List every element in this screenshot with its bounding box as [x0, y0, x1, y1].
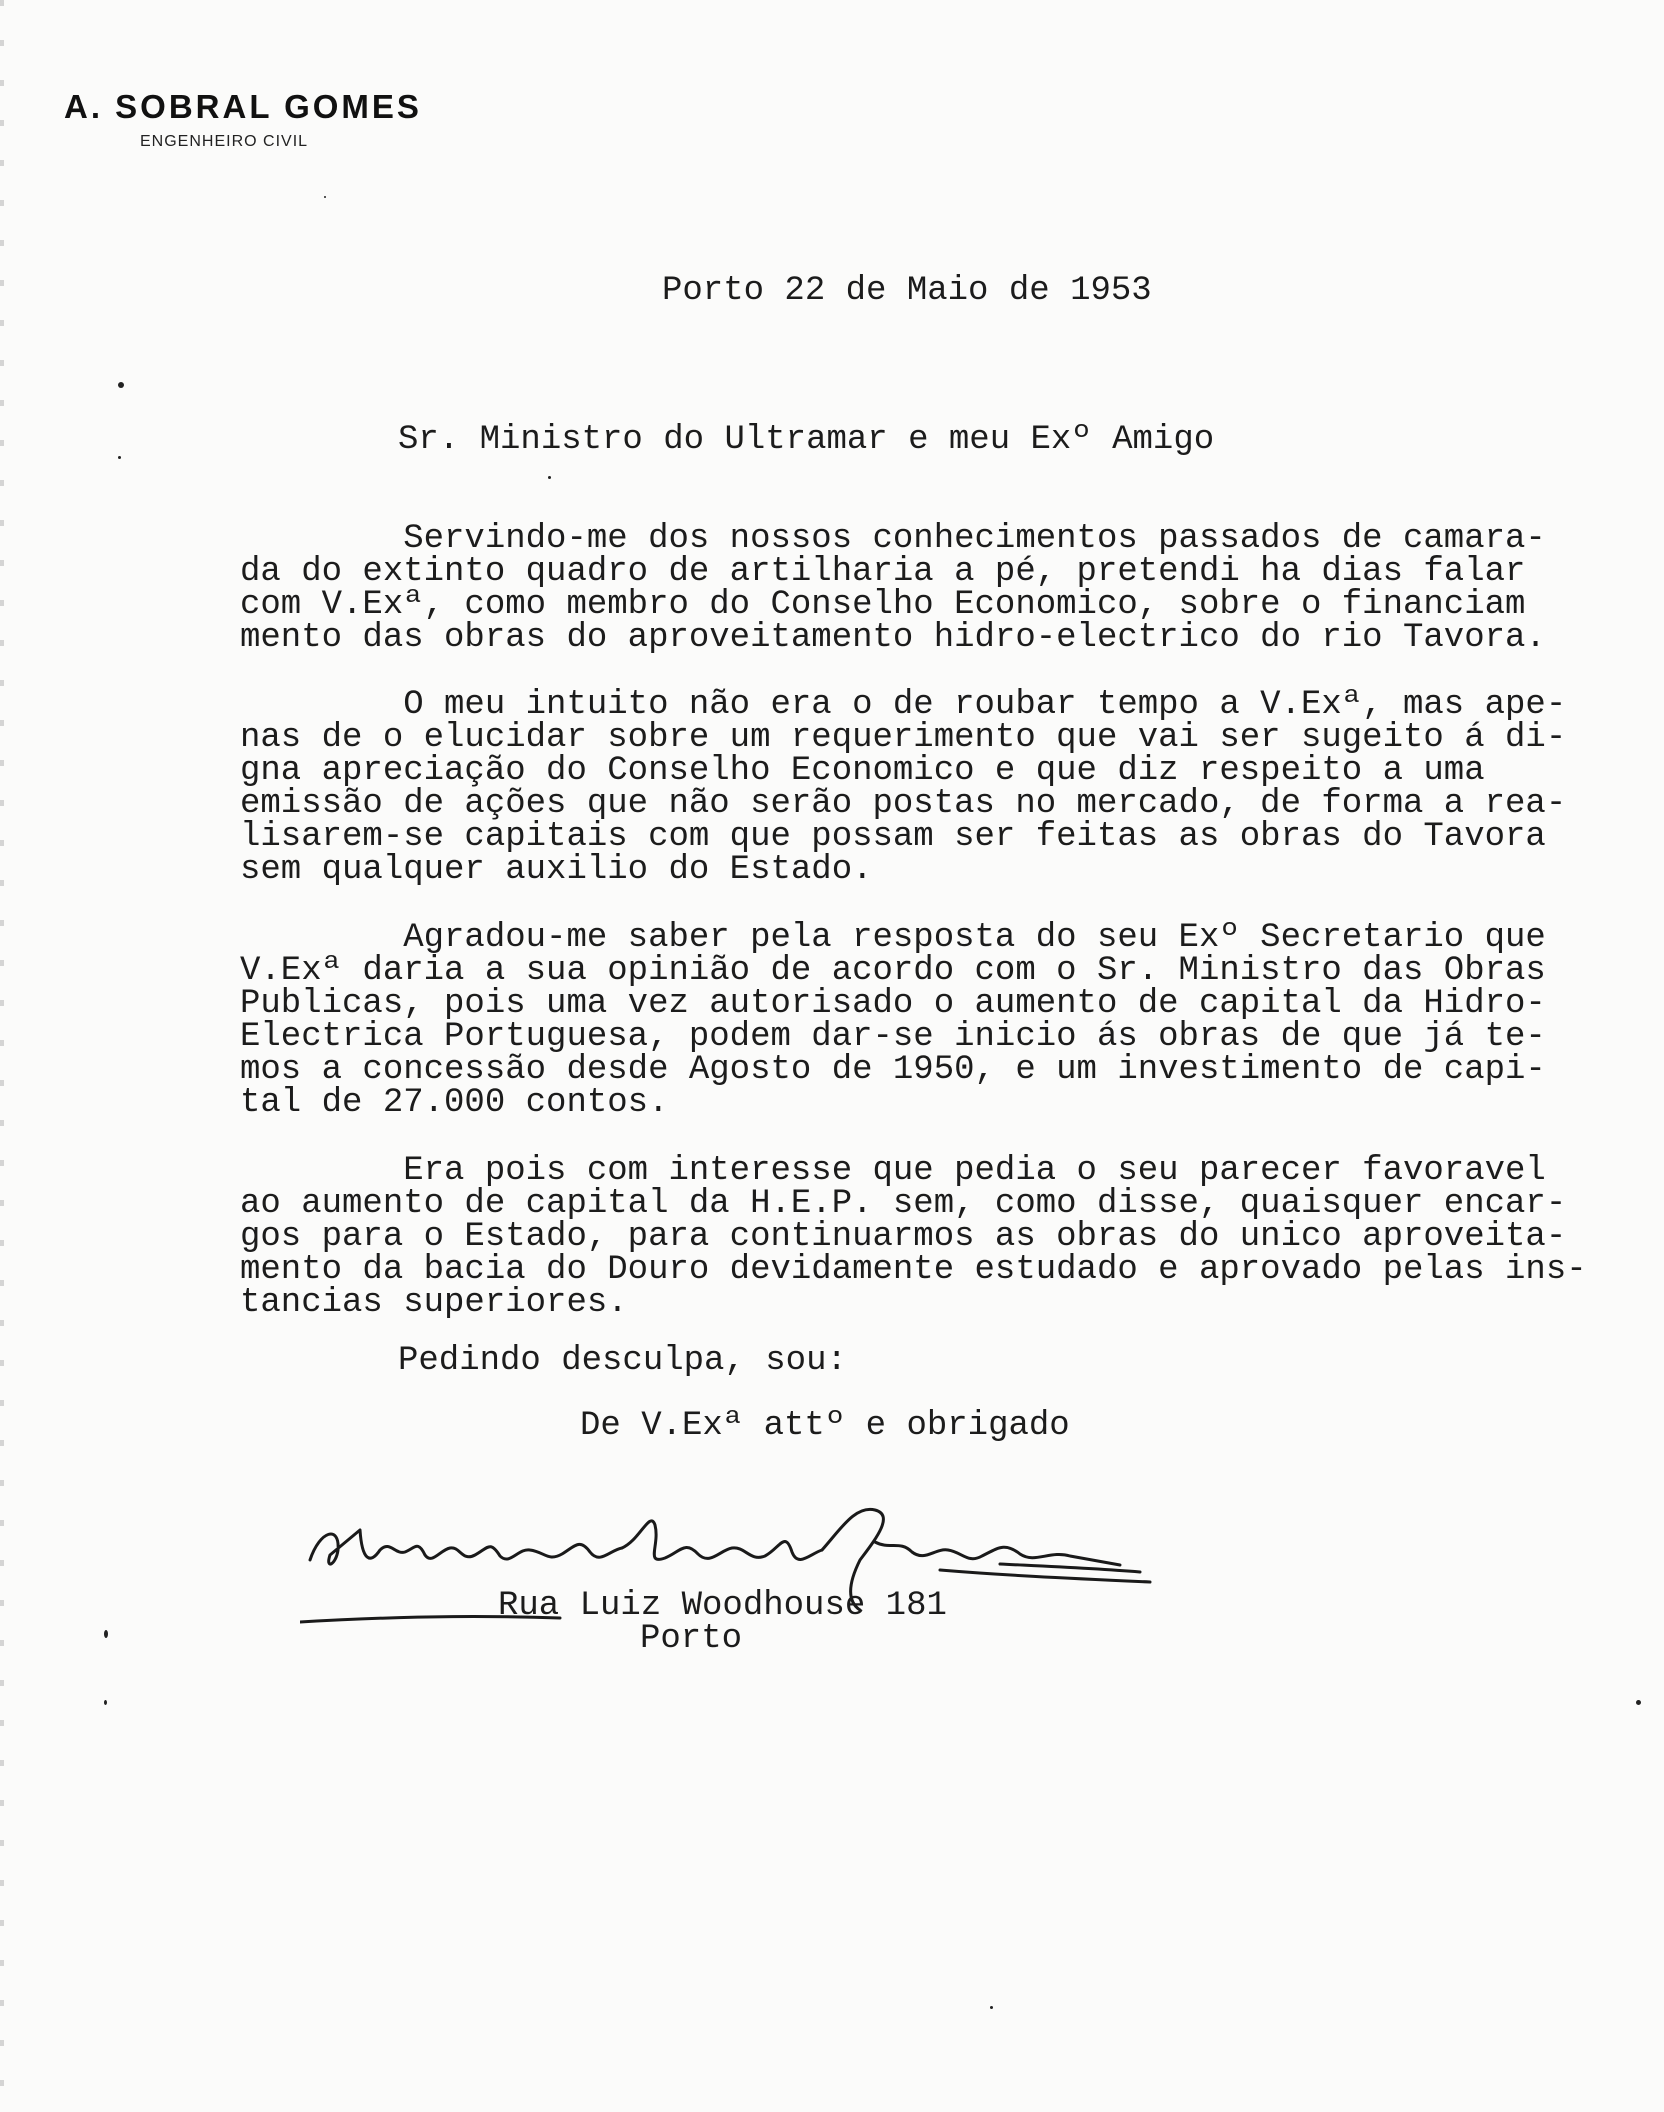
paragraph-line: nas de o elucidar sobre um requerimento que vai ser sugeito á di-: [240, 719, 1567, 757]
scan-speck: [104, 1630, 108, 1638]
paragraph-line: V.Exª daria a sua opinião de acordo com o Sr. Ministro das Obras: [240, 952, 1546, 990]
paragraph-line: Era pois com interesse que pedia o seu parecer favoravel: [240, 1152, 1546, 1190]
letterhead-name: A. SOBRAL GOMES: [64, 88, 422, 125]
paragraph-line: mento da bacia do Douro devidamente estudado e aprovado pelas ins-: [240, 1251, 1587, 1289]
letter-closing: Pedindo desculpa, sou:: [398, 1342, 847, 1380]
paragraph-1: [240, 520, 1546, 657]
scan-speck: [324, 196, 326, 198]
scan-speck: [990, 2006, 993, 2009]
paragraph-line: emissão de ações que não serão postas no mercado, de forma a rea-: [240, 785, 1567, 823]
paragraph-line: Servindo-me dos nossos conhecimentos passados de camara-: [240, 520, 1546, 558]
scan-speck: [548, 476, 551, 479]
letter-salutation: Sr. Ministro do Ultramar e meu Exº Amigo: [398, 421, 1215, 459]
paragraph-2: [240, 686, 1567, 889]
address-city: Porto: [640, 1620, 743, 1658]
paragraph-line: gos para o Estado, para continuarmos as obras do unico aproveita-: [240, 1218, 1567, 1256]
paragraph-line: Electrica Portuguesa, podem dar-se inicio ás obras de que já te-: [240, 1018, 1546, 1056]
paragraph-line: tancias superiores.: [240, 1284, 628, 1322]
paragraph-line: da do extinto quadro de artilharia a pé, pretendi ha dias falar: [240, 553, 1526, 591]
paragraph-4: [240, 1152, 1587, 1322]
scan-speck: [118, 456, 121, 459]
letter-regards: De V.Exª attº e obrigado: [580, 1407, 1070, 1445]
paragraph-3: [240, 919, 1546, 1122]
paragraph-line: O meu intuito não era o de roubar tempo a V.Exª, mas ape-: [240, 686, 1567, 724]
paragraph-line: mos a concessão desde Agosto de 1950, e um investimento de capi-: [240, 1051, 1546, 1089]
scan-speck: [1636, 1700, 1641, 1705]
paragraph-line: tal de 27.000 contos.: [240, 1084, 669, 1122]
paragraph-line: lisarem-se capitais com que possam ser feitas as obras do Tavora: [240, 818, 1546, 856]
scan-speck: [104, 1700, 107, 1705]
paragraph-line: sem qualquer auxilio do Estado.: [240, 851, 873, 889]
address-street: Rua Luiz Woodhouse 181: [498, 1587, 947, 1625]
paragraph-line: mento das obras do aproveitamento hidro-electrico do rio Tavora.: [240, 619, 1546, 657]
scan-edge-marks: [0, 0, 4, 2112]
paragraph-line: Agradou-me saber pela resposta do seu Exº Secretario que: [240, 919, 1546, 957]
paragraph-line: ao aumento de capital da H.E.P. sem, como disse, quaisquer encar-: [240, 1185, 1567, 1223]
scan-speck: [118, 382, 124, 388]
paragraph-line: com V.Exª, como membro do Conselho Economico, sobre o financiam: [240, 586, 1526, 624]
letter-date: Porto 22 de Maio de 1953: [662, 272, 1152, 310]
paragraph-line: Publicas, pois uma vez autorisado o aumento de capital da Hidro-: [240, 985, 1546, 1023]
paragraph-line: gna apreciação do Conselho Economico e que diz respeito a uma: [240, 752, 1485, 790]
letterhead-title: ENGENHEIRO CIVIL: [140, 133, 309, 150]
